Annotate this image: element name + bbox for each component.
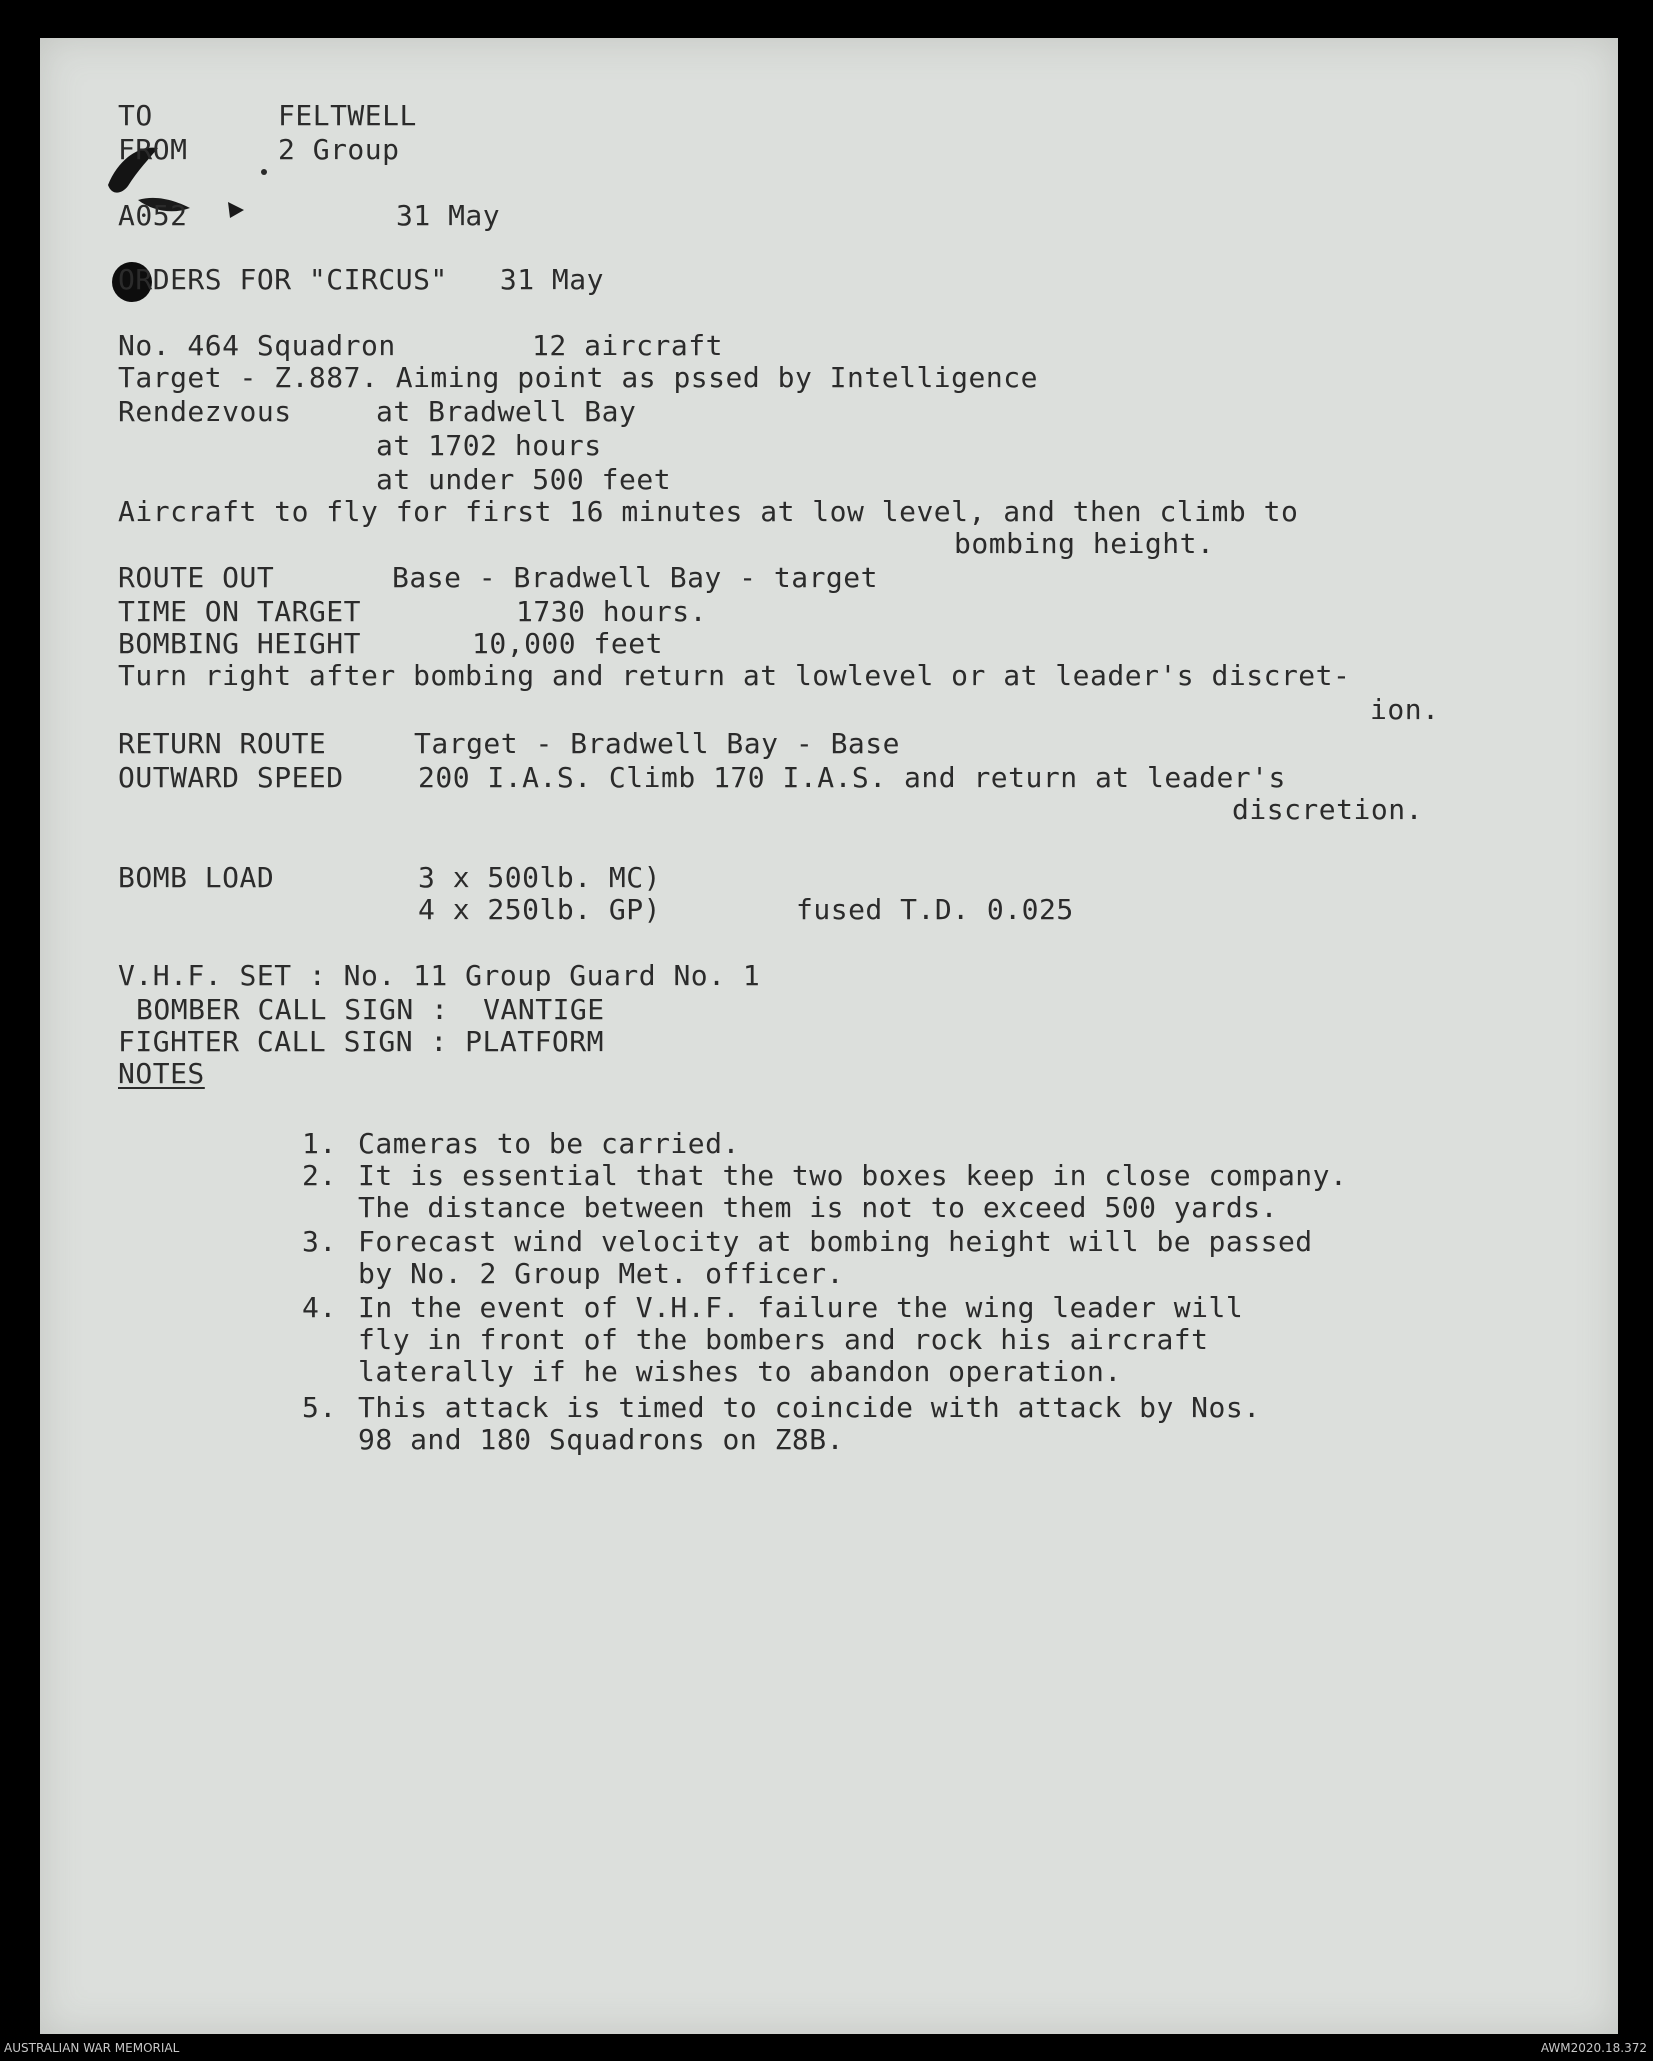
to-value: FELTWELL [278, 99, 417, 132]
vhf-set: V.H.F. SET : No. 11 Group Guard No. 1 [118, 959, 761, 992]
note-number: 5. [302, 1391, 337, 1424]
route-out-label: ROUTE OUT [118, 561, 275, 594]
bomb-load-line: 3 x 500lb. MC) [418, 861, 662, 894]
squadron-label: No. 464 Squadron [118, 329, 396, 362]
route-out-value: Base - Bradwell Bay - target [392, 561, 879, 594]
fuse-setting: fused T.D. 0.025 [796, 893, 1074, 926]
return-route-label: RETURN ROUTE [118, 727, 327, 760]
note-line: It is essential that the two boxes keep in close company. [358, 1159, 1348, 1192]
to-label: TO [118, 99, 153, 132]
time-on-target-value: 1730 hours. [516, 595, 707, 628]
squadron-value: 12 aircraft [532, 329, 723, 362]
note-line: In the event of V.H.F. failure the wing leader will [358, 1291, 1244, 1324]
note-line: 98 and 180 Squadrons on Z8B. [358, 1423, 845, 1456]
footer-accession-number: AWM2020.18.372 [1540, 2041, 1647, 2055]
note-line: This attack is timed to coincide with attack by Nos. [358, 1391, 1261, 1424]
note-line: The distance between them is not to exceed 500 yards. [358, 1191, 1278, 1224]
low-level-line: bombing height. [954, 527, 1215, 560]
note-number: 3. [302, 1225, 337, 1258]
rendezvous-line: at under 500 feet [376, 463, 672, 496]
turn-line: Turn right after bombing and return at lowlevel or at leader's discret- [118, 659, 1351, 692]
rendezvous-line: at Bradwell Bay [376, 395, 637, 428]
note-line: Forecast wind velocity at bombing height will be passed [358, 1225, 1313, 1258]
header-date: 31 May [396, 199, 501, 232]
note-number: 2. [302, 1159, 337, 1192]
bomb-load-label: BOMB LOAD [118, 861, 275, 894]
turn-line: ion. [1370, 693, 1440, 726]
target-line: Target - Z.887. Aiming point as pssed by Intelligence [118, 361, 1038, 394]
from-value: 2 Group [278, 133, 400, 166]
note-number: 4. [302, 1291, 337, 1324]
outward-speed-value: discretion. [1232, 793, 1423, 826]
note-line: by No. 2 Group Met. officer. [358, 1257, 845, 1290]
note-line: fly in front of the bombers and rock his aircraft [358, 1323, 1209, 1356]
rendezvous-label: Rendezvous [118, 395, 292, 428]
time-on-target-label: TIME ON TARGET [118, 595, 362, 628]
fighter-call-sign: FIGHTER CALL SIGN : PLATFORM [118, 1025, 605, 1058]
page-title: ORDERS FOR "CIRCUS" 31 May [118, 263, 605, 296]
notes-heading: NOTES [118, 1057, 205, 1090]
note-number: 1. [302, 1127, 337, 1160]
bombing-height-value: 10,000 feet [472, 627, 663, 660]
note-line: laterally if he wishes to abandon operation. [358, 1355, 1122, 1388]
reference-number: A052 [118, 199, 188, 232]
outward-speed-label: OUTWARD SPEED [118, 761, 344, 794]
footer-credit: AUSTRALIAN WAR MEMORIAL [4, 2041, 180, 2055]
rendezvous-line: at 1702 hours [376, 429, 602, 462]
note-line: Cameras to be carried. [358, 1127, 740, 1160]
bombing-height-label: BOMBING HEIGHT [118, 627, 362, 660]
bomb-load-line: 4 x 250lb. GP) [418, 893, 662, 926]
outward-speed-value: 200 I.A.S. Climb 170 I.A.S. and return at leader's [418, 761, 1286, 794]
low-level-line: Aircraft to fly for first 16 minutes at low level, and then climb to [118, 495, 1299, 528]
from-label: FROM [118, 133, 188, 166]
bomber-call-sign: BOMBER CALL SIGN : VANTIGE [136, 993, 605, 1026]
return-route-value: Target - Bradwell Bay - Base [414, 727, 901, 760]
